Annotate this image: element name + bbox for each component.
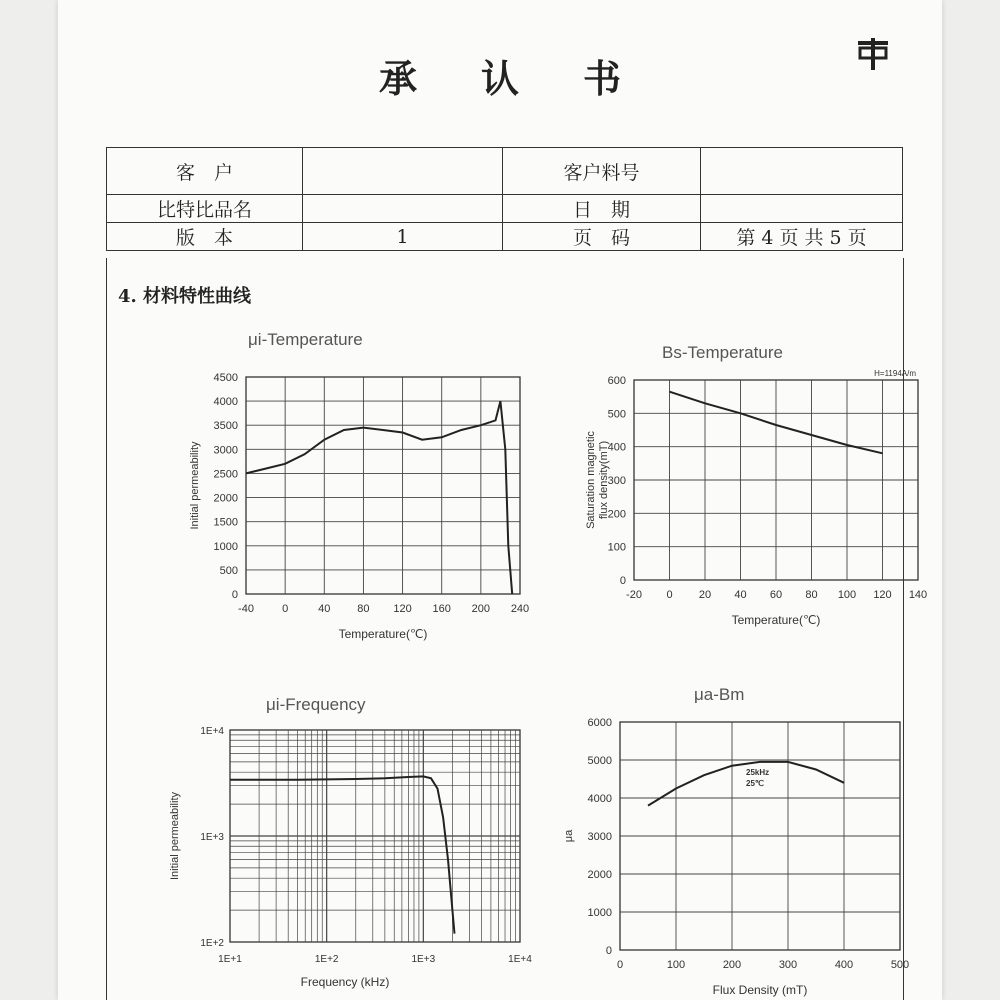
y-tick-label: 1000 (587, 907, 612, 919)
x-tick-label: 40 (318, 603, 331, 615)
header-table (106, 147, 903, 251)
x-tick-label: 1E+2 (314, 954, 339, 965)
x-tick-label: 100 (837, 589, 857, 601)
x-tick-label: 400 (834, 959, 854, 971)
y-tick-label: 600 (607, 375, 626, 387)
customer-part-value (701, 148, 903, 195)
document-title: 承认书 (378, 56, 685, 101)
chart-mua-bm (500, 712, 910, 1000)
x-tick-label: -40 (238, 603, 254, 615)
chart-annotation: 25kHz (746, 768, 770, 778)
chart-title-mua-bm: μa-Bm (694, 685, 745, 704)
y-tick-label: 4000 (587, 793, 612, 805)
customer-label: 客 户 (107, 148, 303, 195)
product-name-value (303, 195, 503, 223)
company-logo (856, 36, 890, 79)
y-tick-label: 0 (605, 945, 612, 957)
y-tick-label: 1E+4 (200, 726, 224, 737)
chart-title-mui-frequency: μi-Frequency (266, 695, 366, 714)
section-title: 4. 材料特性曲线 (118, 286, 252, 307)
x-tick-label: 0 (616, 959, 624, 971)
x-tick-label: 0 (282, 603, 289, 615)
date-value (701, 195, 903, 223)
y-tick-label: 2000 (213, 492, 238, 505)
date-label: 日 期 (503, 195, 701, 223)
x-tick-label: 120 (873, 589, 892, 601)
chart-title-bs-temperature: Bs-Temperature (662, 343, 783, 362)
page-label: 页 码 (503, 223, 701, 251)
x-tick-label: 200 (722, 959, 742, 971)
x-tick-label: 160 (432, 603, 451, 615)
y-axis-label: flux density(mT) (598, 440, 610, 520)
y-tick-label: 1E+2 (200, 938, 224, 949)
y-tick-label: 200 (607, 508, 626, 521)
page-value: 第 4 页 共 5 页 (701, 223, 903, 251)
y-tick-label: 4000 (213, 396, 238, 409)
x-tick-label: 1E+1 (218, 954, 242, 965)
customer-value (303, 148, 503, 195)
x-tick-label: 240 (510, 603, 530, 615)
y-tick-label: 1E+3 (200, 832, 224, 843)
x-tick-label: 100 (666, 959, 686, 971)
y-tick-label: 0 (231, 589, 238, 601)
x-tick-label: 40 (734, 589, 747, 601)
y-tick-label: 2000 (587, 869, 612, 881)
version-label: 版 本 (107, 223, 303, 251)
x-axis-label: Temperature(℃) (338, 627, 428, 641)
y-tick-label: 5000 (587, 755, 612, 767)
chart-mui-temperature (108, 360, 530, 650)
y-axis-label: Initial permeability (169, 791, 181, 881)
document-page (58, 0, 942, 1000)
y-tick-label: 0 (619, 575, 626, 587)
y-tick-label: 3000 (587, 831, 612, 843)
x-axis-label: Flux Density (mT) (712, 983, 808, 997)
x-tick-label: -20 (626, 589, 642, 601)
y-tick-label: 6000 (587, 717, 612, 729)
y-tick-label: 3000 (213, 444, 238, 457)
y-tick-label: 400 (607, 441, 626, 454)
x-tick-label: 60 (769, 589, 783, 601)
chart-annotation: 25℃ (746, 779, 764, 789)
x-axis-label: Temperature(℃) (731, 613, 821, 627)
y-axis-label: Saturation magnetic (585, 431, 597, 529)
version-value: 1 (303, 223, 503, 251)
x-tick-label: 80 (805, 589, 818, 601)
y-axis-label: Initial permeability (189, 441, 201, 530)
chart-mui-frequency (108, 718, 532, 1000)
chart-bs-temperature (500, 360, 928, 640)
y-tick-label: 1000 (213, 540, 238, 553)
chart-annotation: H=1194A/m (874, 369, 916, 378)
y-tick-label: 500 (607, 408, 626, 421)
y-tick-label: 100 (607, 541, 626, 554)
x-tick-label: 1E+3 (411, 954, 436, 965)
x-tick-label: 120 (393, 603, 412, 615)
customer-part-label: 客户料号 (503, 148, 701, 195)
y-tick-label: 1500 (213, 516, 238, 529)
y-tick-label: 3500 (213, 420, 238, 433)
y-tick-label: 2500 (213, 468, 238, 481)
x-tick-label: 500 (890, 959, 910, 971)
x-tick-label: 1E+4 (508, 954, 532, 965)
x-axis-label: Frequency (kHz) (300, 975, 390, 989)
chart-title-mui-temperature: μi-Temperature (248, 330, 363, 349)
y-tick-label: 300 (607, 475, 626, 487)
x-tick-label: 140 (908, 589, 928, 601)
y-tick-label: 500 (219, 564, 238, 577)
product-name-label: 比特比品名 (107, 195, 303, 223)
x-tick-label: 0 (666, 589, 673, 601)
x-tick-label: 300 (778, 959, 798, 971)
x-tick-label: 20 (698, 589, 712, 601)
x-tick-label: 200 (471, 603, 491, 615)
x-tick-label: 80 (357, 603, 370, 615)
y-axis-label: μa (563, 829, 575, 843)
y-tick-label: 4500 (213, 372, 238, 384)
